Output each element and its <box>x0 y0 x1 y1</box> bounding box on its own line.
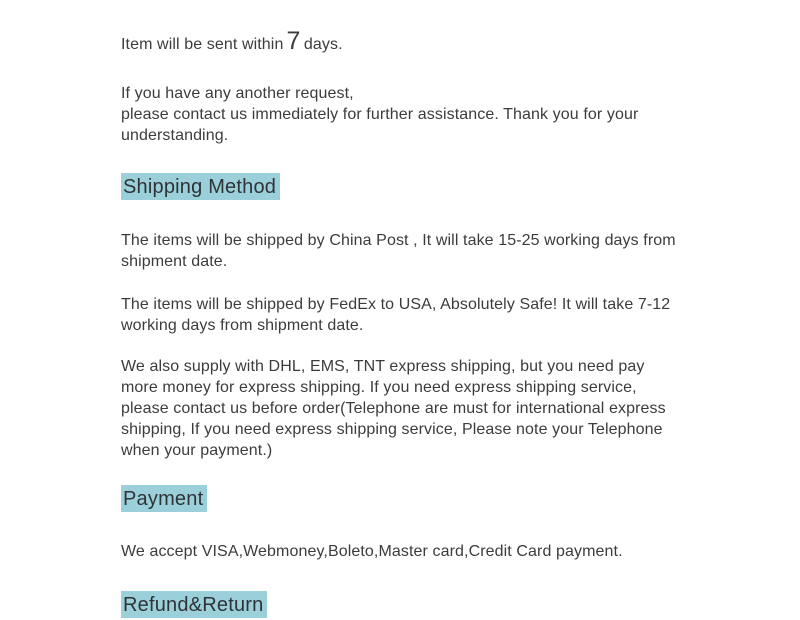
payment-heading: Payment <box>121 485 207 512</box>
request-note-line: understanding. <box>121 127 229 144</box>
dispatch-time-line <box>121 26 721 60</box>
description-content <box>121 26 721 618</box>
express-line: shipping, If you need express shipping service, Please note your Telephone <box>121 421 663 438</box>
dispatch-prefix: Item will be sent within <box>121 36 284 53</box>
dispatch-days-number: 7 <box>286 27 301 55</box>
fedex-paragraph <box>121 294 721 336</box>
china-post-paragraph <box>121 230 721 272</box>
payment-heading-row <box>121 485 721 512</box>
express-line: when your payment.) <box>121 442 273 459</box>
shipping-method-heading: Shipping Method <box>121 173 280 200</box>
request-note-paragraph <box>121 83 721 146</box>
dispatch-suffix: days. <box>303 36 343 53</box>
refund-return-heading: Refund&Return <box>121 591 267 618</box>
request-note-line: please contact us immediately for further assistance. Thank you for your <box>121 106 639 123</box>
express-shipping-paragraph <box>121 356 721 461</box>
express-line: please contact us before order(Telephone are must for international express <box>121 400 666 417</box>
payment-methods-paragraph <box>121 541 721 562</box>
express-line: We also supply with DHL, EMS, TNT express shipping, but you need pay <box>121 358 645 375</box>
china-post-line: The items will be shipped by China Post , It will take 15-25 working days from <box>121 232 676 249</box>
request-note-line: If you have any another request, <box>121 85 354 102</box>
fedex-line: The items will be shipped by FedEx to USA, Absolutely Safe! It will take 7-12 <box>121 296 671 313</box>
shipping-method-heading-row <box>121 173 721 200</box>
refund-return-heading-row <box>121 591 721 618</box>
china-post-line: shipment date. <box>121 253 228 270</box>
express-line: more money for express shipping. If you need express shipping service, <box>121 379 637 396</box>
payment-methods-line: We accept VISA,Webmoney,Boleto,Master card,Credit Card payment. <box>121 543 623 560</box>
fedex-line: working days from shipment date. <box>121 317 364 334</box>
